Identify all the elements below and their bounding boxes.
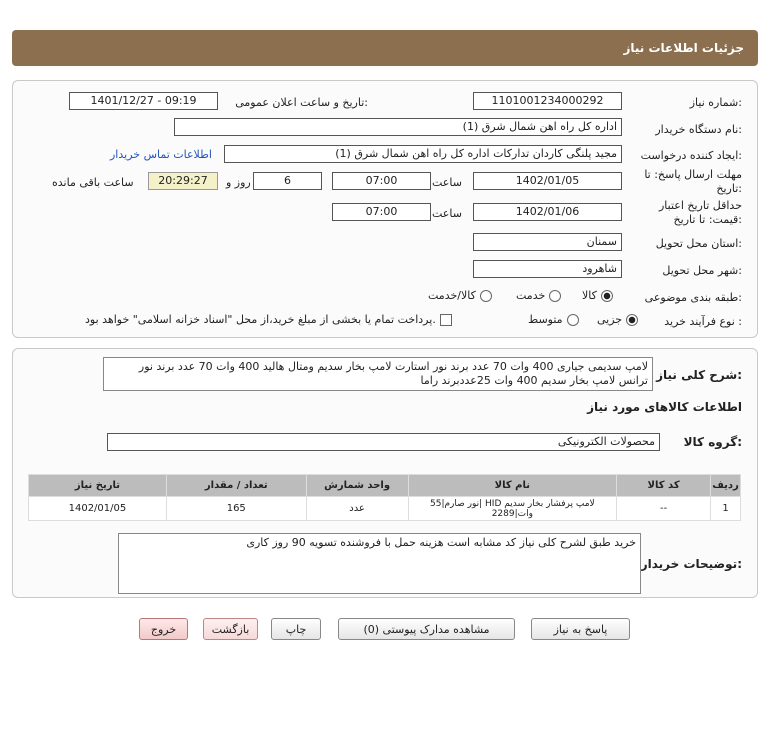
treasury-payment-option[interactable]: پرداخت تمام یا بخشی از مبلغ خرید،از محل "اسناد خزانه اسلامی" خواهد بود. — [85, 313, 452, 326]
deadline-label: مهلت ارسال پاسخ: تا تاریخ: — [644, 168, 742, 195]
cell-code: -- — [617, 497, 711, 521]
radio-icon[interactable] — [549, 290, 561, 302]
creator-label: ایجاد کننده درخواست: — [640, 149, 742, 162]
summary-text: لامپ سدیمی جیاری 400 وات 70 عدد برند نور استارت لامپ بخار سدیم ومتال هالید 400 وات 70 عدد برند نور ترانس لامپ بخار سدیم 400 وات 25عددبرند راما — [103, 357, 653, 391]
cell-qty: 165 — [166, 497, 306, 521]
col-qty: تعداد / مقدار — [166, 475, 306, 497]
col-unit: واحد شمارش — [306, 475, 408, 497]
cell-date: 1402/01/05 — [29, 497, 167, 521]
radio-icon[interactable] — [567, 314, 579, 326]
province-field: سمنان — [473, 233, 622, 251]
buyer-org-field: اداره کل راه اهن شمال شرق (1) — [174, 118, 622, 136]
days-label: روز و — [226, 176, 251, 189]
process-option-minor[interactable]: جزیی — [597, 313, 638, 326]
buyer-contact-link[interactable]: اطلاعات تماس خریدار — [110, 148, 212, 161]
deadline-time-field: 07:00 — [332, 172, 431, 190]
table-row[interactable] — [29, 497, 741, 521]
validity-date-field: 1402/01/06 — [473, 203, 622, 221]
page-header — [12, 30, 758, 66]
days-field: 6 — [253, 172, 322, 190]
col-code: کد کالا — [617, 475, 711, 497]
cell-name: لامپ پرفشار بخار سدیم HID |نور صارم|55 وات|2289 — [408, 497, 617, 521]
need-number-label: شماره نیاز: — [689, 96, 742, 109]
checkbox-icon[interactable] — [440, 314, 452, 326]
cell-unit: عدد — [306, 497, 408, 521]
remaining-time-field: 20:29:27 — [148, 172, 218, 190]
cell-row: 1 — [711, 497, 741, 521]
exit-button[interactable]: خروج — [139, 618, 188, 640]
category-option-both[interactable]: کالا/خدمت — [428, 289, 492, 302]
back-button[interactable]: بازگشت — [203, 618, 258, 640]
deadline-date-field: 1402/01/05 — [473, 172, 622, 190]
col-row: ردیف — [711, 475, 741, 497]
announce-label: تاریخ و ساعت اعلان عمومی: — [235, 96, 368, 109]
table-header-row — [29, 475, 741, 497]
radio-icon[interactable] — [626, 314, 638, 326]
buyer-org-label: نام دستگاه خریدار: — [655, 123, 742, 136]
process-option-medium[interactable]: متوسط — [528, 313, 579, 326]
remaining-label: ساعت باقی مانده — [52, 176, 134, 189]
province-label: استان محل تحویل: — [655, 237, 742, 250]
need-number-field: 1101001234000292 — [473, 92, 622, 110]
print-button[interactable]: چاپ — [271, 618, 321, 640]
creator-field: مجید پلنگی کاردان تدارکات اداره کل راه اهن شمال شرق (1) — [224, 145, 622, 163]
radio-icon[interactable] — [601, 290, 613, 302]
page-title: جزئیات اطلاعات نیاز — [623, 41, 744, 55]
announce-field: 1401/12/27 - 09:19 — [69, 92, 218, 110]
radio-icon[interactable] — [480, 290, 492, 302]
buyer-notes-label: توضیحات خریدار: — [640, 557, 742, 571]
validity-time-field: 07:00 — [332, 203, 431, 221]
deadline-time-label: ساعت — [432, 176, 462, 189]
goods-section-title: اطلاعات کالاهای مورد نیاز — [587, 400, 742, 414]
reply-button[interactable]: پاسخ به نیاز — [531, 618, 630, 640]
buyer-notes-text: خرید طبق لشرح کلی نیاز کد مشابه است هزینه حمل با فروشنده تسویه 90 روز کاری — [118, 533, 641, 594]
category-option-service[interactable]: خدمت — [516, 289, 561, 302]
process-label: نوع فرآیند خرید : — [664, 315, 742, 328]
view-documents-button[interactable]: مشاهده مدارک پیوستی (0) — [338, 618, 515, 640]
summary-label: شرح کلی نیاز: — [656, 368, 742, 382]
items-table-wrap — [28, 474, 741, 521]
col-name: نام کالا — [408, 475, 617, 497]
category-label: طبقه بندی موضوعی: — [644, 291, 742, 304]
category-option-goods[interactable]: کالا — [582, 289, 613, 302]
col-date: تاریخ نیاز — [29, 475, 167, 497]
goods-group-label: گروه کالا: — [683, 435, 742, 449]
city-field: شاهرود — [473, 260, 622, 278]
validity-label: حداقل تاریخ اعتبار قیمت: تا تاریخ: — [658, 199, 742, 226]
validity-time-label: ساعت — [432, 207, 462, 220]
goods-group-field: محصولات الکترونیکی — [107, 433, 660, 451]
city-label: شهر محل تحویل: — [662, 264, 742, 277]
items-table — [28, 474, 741, 521]
